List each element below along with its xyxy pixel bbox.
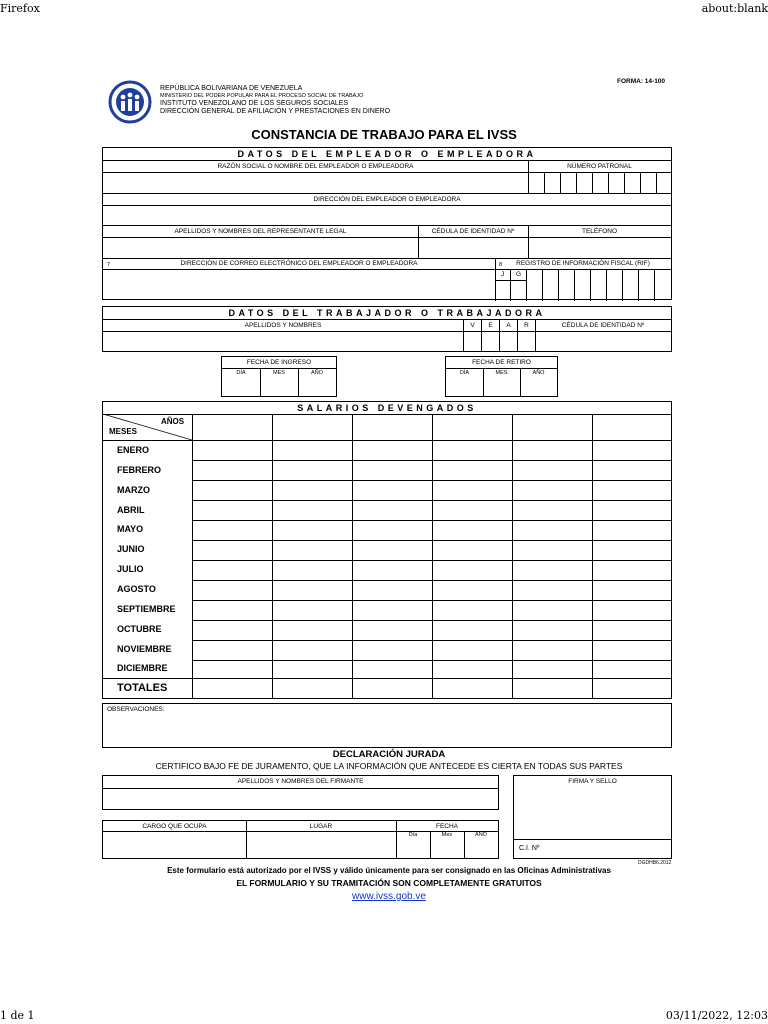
month-label: OCTUBRE [117, 624, 162, 634]
retiro-mes: MES [495, 370, 508, 376]
worker-apellidos-label: APELLIDOS Y NOMBRES [244, 322, 322, 329]
cargo-lugar-fecha-box [102, 820, 499, 859]
salaries-table [102, 401, 672, 699]
lugar-label: LUGAR [309, 823, 333, 830]
rif-j: J [500, 271, 505, 278]
fecha-retiro-box [445, 356, 558, 397]
institution-header [160, 85, 390, 115]
worker-section [102, 306, 672, 352]
lugar-field[interactable] [247, 832, 396, 858]
page-count: 1 de 1 [0, 1009, 35, 1022]
employer-section-title: DATOS DEL EMPLEADOR O EMPLEADORA [237, 149, 537, 159]
month-label: MAYO [117, 524, 144, 534]
declaracion-text: CERTIFICO BAJO FE DE JURAMENTO, QUE LA INFORMACIÓN QUE ANTECEDE ES CIERTA EN TODAS SUS PARTES [155, 761, 623, 771]
representante-label: APELLIDOS Y NOMBRES DEL REPRESENTANTE LEGAL [174, 228, 347, 235]
ingreso-ano: AÑO [311, 370, 323, 376]
fecha-ano: AÑO [475, 832, 487, 838]
print-datetime: 03/11/2022, 12:03 [665, 1009, 768, 1022]
footer-free: EL FORMULARIO Y SU TRAMITACIÓN SON COMPLETAMENTE GRATUITOS [236, 878, 542, 888]
worker-section-title: DATOS DEL TRABAJADOR O TRABAJADORA [228, 308, 546, 318]
institute-line: INSTITUTO VENEZOLANO DE LOS SEGUROS SOCIALES [160, 100, 349, 107]
month-label: DICIEMBRE [117, 663, 168, 673]
fecha-ingreso-label: FECHA DE INGRESO [246, 359, 312, 366]
nat-e: E [488, 322, 493, 329]
month-label: SEPTIEMBRE [117, 604, 176, 614]
fecha-ingreso-box [221, 356, 337, 397]
fecha-mes: Mes [441, 832, 453, 838]
rif-label: REGISTRO DE INFORMACIÓN FISCAL (RIF) [516, 260, 650, 267]
correo-field[interactable] [103, 270, 495, 300]
firmante-field[interactable] [103, 789, 498, 809]
fecha-label: FECHA [435, 823, 459, 830]
form-number: FORMA: 14-100 [617, 78, 666, 85]
correo-marker: 7 [107, 262, 111, 268]
month-label: MARZO [117, 485, 150, 495]
nat-v: V [470, 322, 475, 329]
observaciones-label: OBSERVACIONES: [107, 706, 165, 713]
month-label: JULIO [117, 564, 144, 574]
page-title: CONSTANCIA DE TRABAJO PARA EL IVSS [251, 127, 517, 142]
employer-section [102, 147, 672, 300]
direction-line: DIRECCIÓN GENERAL DE AFILIACIÓN Y PRESTACIONES EN DINERO [160, 107, 391, 115]
ministry-line: MINISTERIO DEL PODER POPULAR PARA EL PROCESO SOCIAL DE TRABAJO [160, 92, 364, 99]
worker-cedula-label: CÉDULA DE IDENTIDAD Nº [561, 322, 645, 329]
representante-field[interactable] [103, 238, 418, 258]
ingreso-mes: MES [273, 370, 285, 376]
month-label: FEBRERO [117, 465, 162, 475]
ivss-logo-icon [108, 80, 152, 124]
totales-label: TOTALES [117, 682, 168, 694]
firma-label: FIRMA Y SELLO [568, 778, 617, 785]
telefono-field[interactable] [529, 238, 671, 258]
firmante-box [102, 775, 499, 810]
fecha-retiro-label: FECHA DE RETIRO [472, 359, 531, 366]
retiro-ano: AÑO [532, 370, 545, 376]
footer-note: Este formulario está autorizado por el IVSS y válido únicamente para ser consignado en las Oficinas Administrativas [167, 866, 611, 875]
retiro-dia: DÍA [459, 370, 470, 376]
salaries-section-title: SALARIOS DEVENGADOS [297, 403, 477, 413]
meses-header: MESES [109, 427, 138, 436]
ci-label: C.I. Nº [519, 845, 540, 852]
razon-social-label: RAZÓN SOCIAL O NOMBRE DEL EMPLEADOR O EMPLEADORA [217, 163, 414, 170]
direccion-label: DIRECCIÓN DEL EMPLEADOR O EMPLEADORA [313, 196, 461, 203]
razon-social-field[interactable] [103, 173, 528, 193]
cargo-field[interactable] [103, 832, 246, 858]
worker-cedula-field[interactable] [536, 332, 671, 351]
cargo-label: CARGO QUE OCUPA [142, 823, 207, 830]
employer-cedula-label: CÉDULA DE IDENTIDAD Nº [431, 228, 515, 235]
firma-box[interactable] [513, 775, 672, 859]
browser-url: about:blank [701, 2, 768, 15]
ivss-link[interactable]: www.ivss.gob.ve [352, 891, 426, 902]
numero-patronal-label: NÚMERO PATRONAL [567, 163, 632, 170]
republic-line: REPÚBLICA BOLIVARIANA DE VENEZUELA [160, 85, 303, 92]
fecha-dia: Día [408, 832, 418, 838]
anos-header: AÑOS [161, 417, 185, 426]
month-label: ENERO [117, 445, 150, 455]
employer-cedula-field[interactable] [419, 238, 528, 258]
nat-a: A [506, 322, 511, 329]
month-label: JUNIO [117, 544, 145, 554]
nat-r: R [524, 322, 529, 329]
browser-title: Firefox [0, 2, 40, 15]
direccion-field[interactable] [103, 206, 671, 225]
month-label: NOVIEMBRE [117, 644, 172, 654]
correo-label: DIRECCIÓN DE CORREO ELECTRÓNICO DEL EMPLEADOR O EMPLEADORA [180, 260, 418, 267]
declaracion-title: DECLARACIÓN JURADA [332, 749, 446, 760]
observaciones-field[interactable] [102, 703, 672, 748]
ingreso-dia: DÍA [236, 370, 246, 376]
firmante-label: APELLIDOS Y NOMBRES DEL FIRMANTE [237, 778, 364, 785]
rif-g: G [515, 271, 522, 278]
month-label: AGOSTO [117, 584, 156, 594]
worker-apellidos-field[interactable] [103, 332, 463, 351]
month-label: ABRIL [117, 505, 145, 515]
form-code: DGDHB6.2012 [638, 860, 672, 866]
telefono-label: TELÉFONO [581, 228, 618, 235]
rif-marker: 8 [499, 262, 503, 268]
